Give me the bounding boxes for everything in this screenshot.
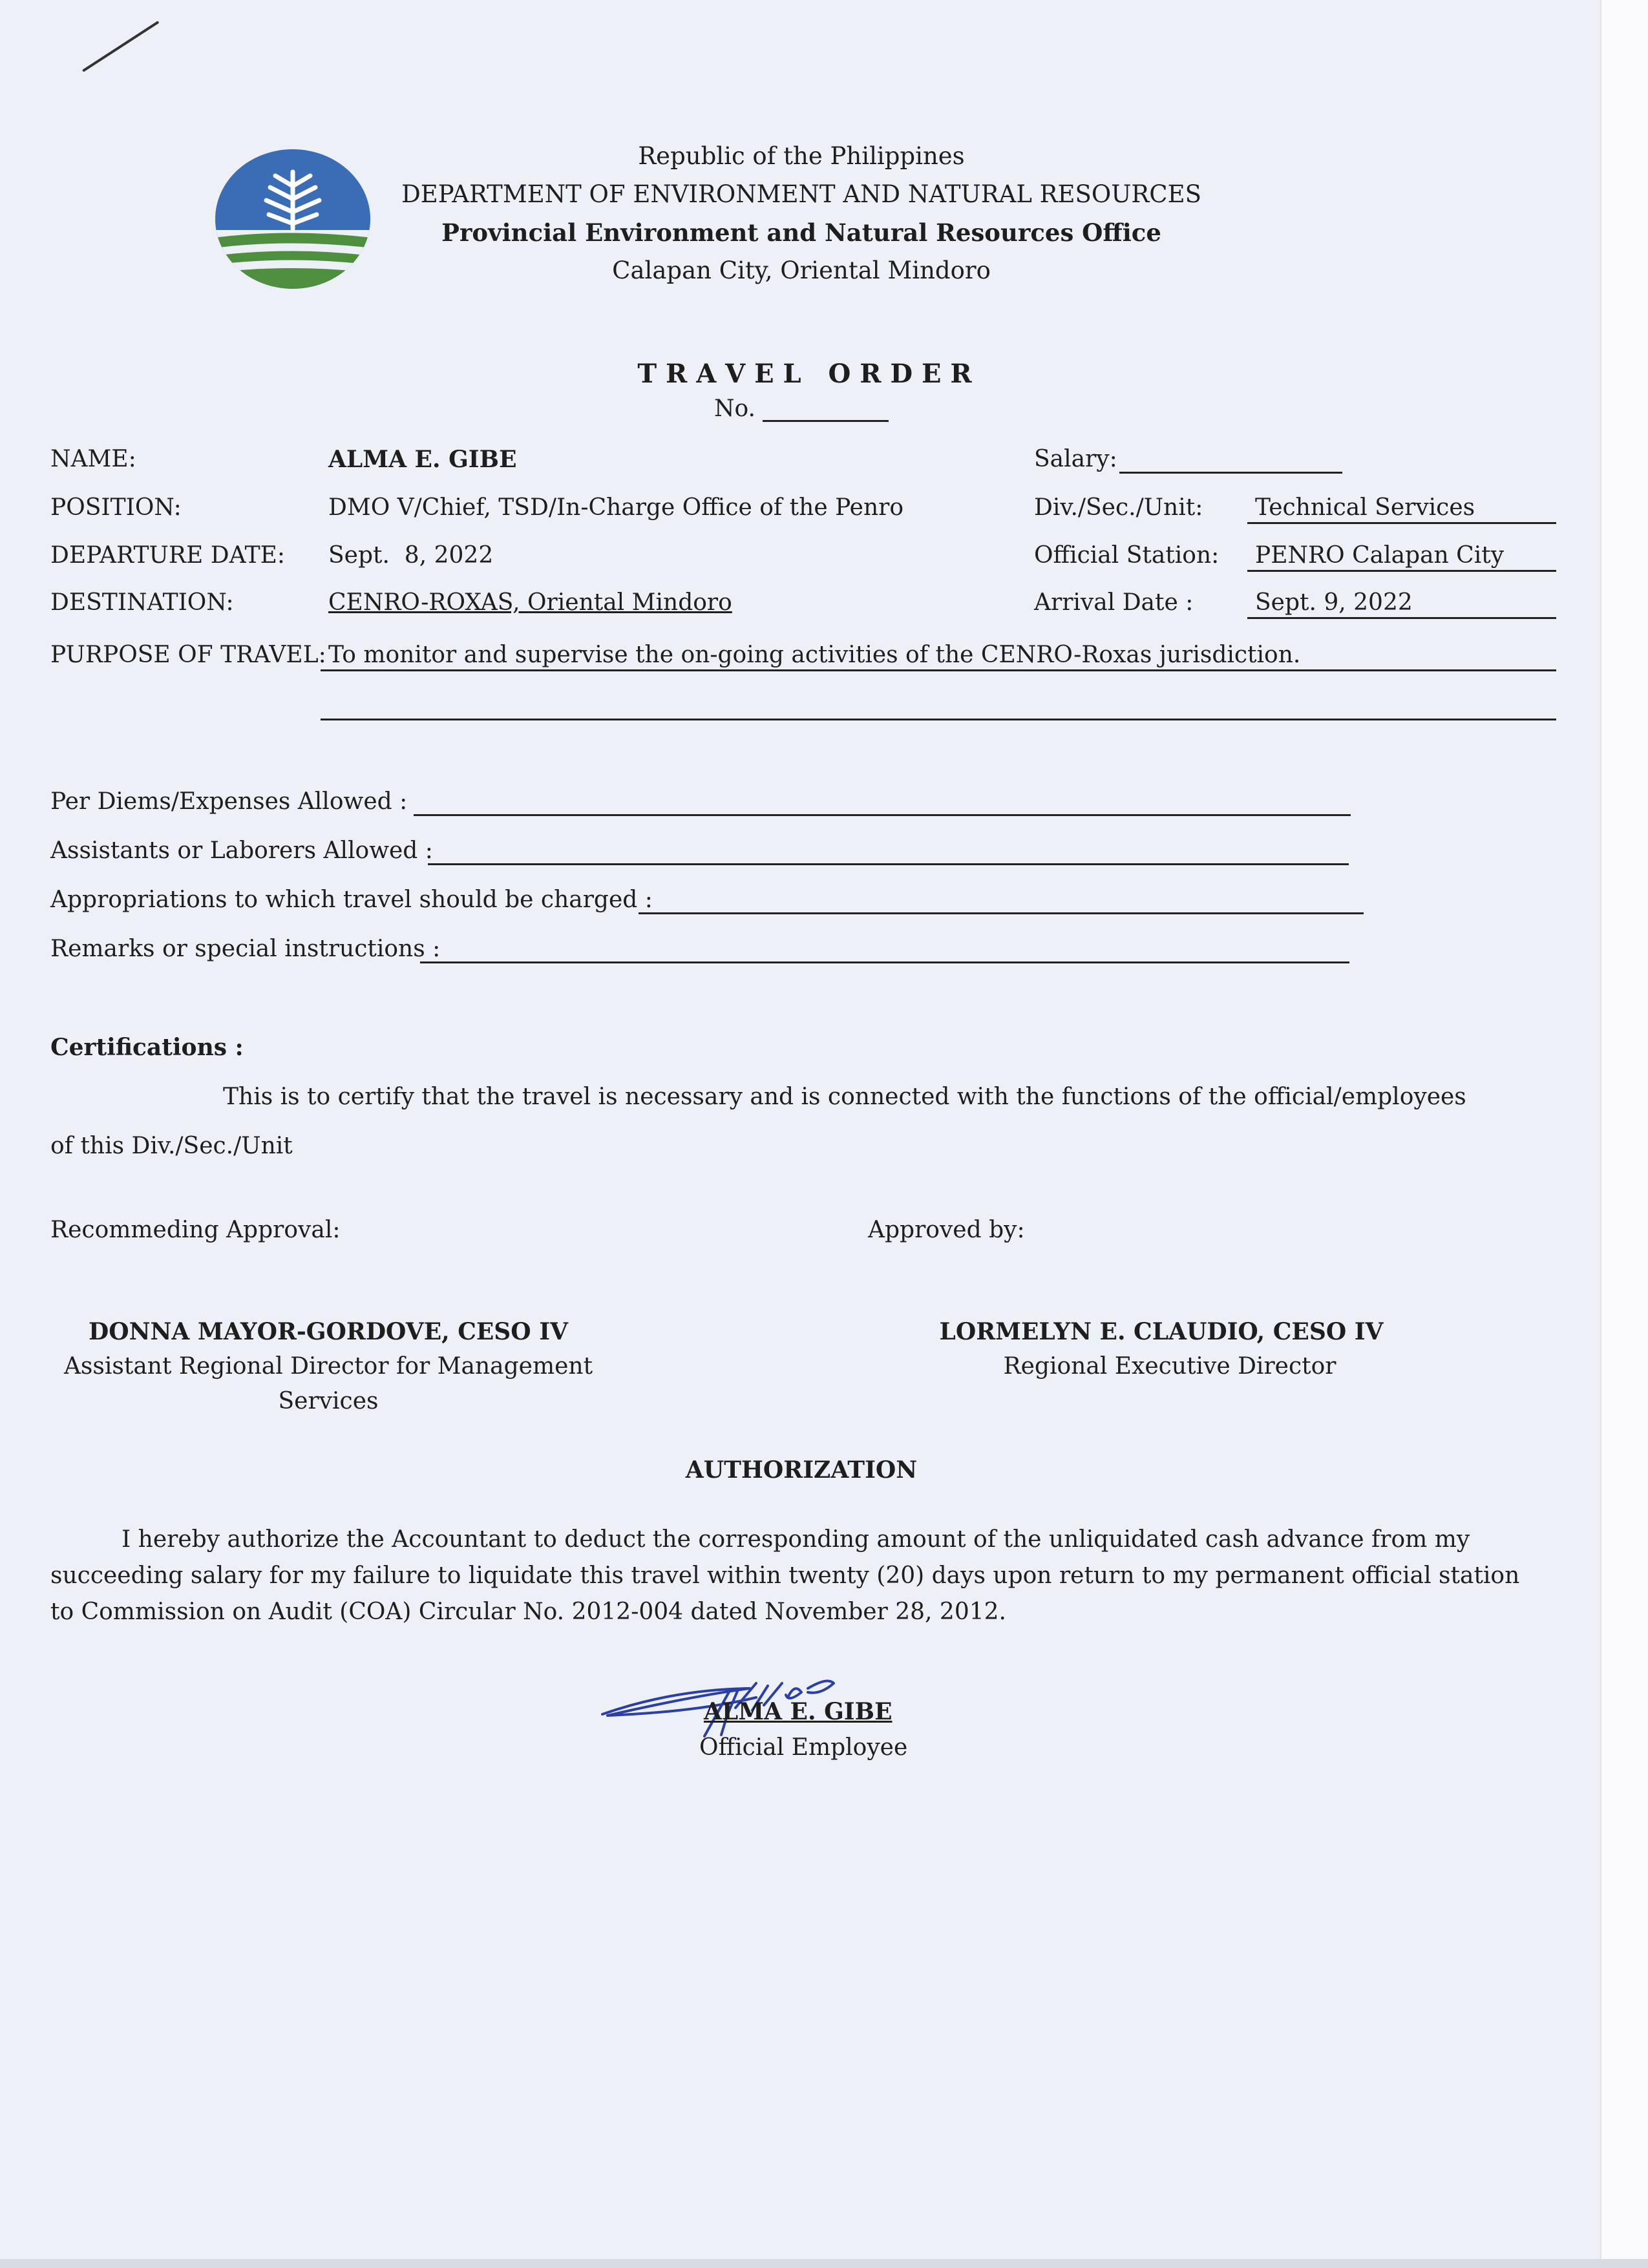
approving-official-name: LORMELYN E. CLAUDIO, CESO IV — [939, 1318, 1384, 1345]
certification-text-line2: of this Div./Sec./Unit — [50, 1133, 293, 1159]
recommending-official-title2: Services — [278, 1388, 379, 1414]
authorization-text-line2: succeeding salary for my failure to liquidate this travel within twenty (20) days upon return to my permanent official station — [50, 1562, 1520, 1589]
assistants-blank[interactable] — [428, 863, 1349, 865]
assistants-label: Assistants or Laborers Allowed : — [50, 837, 433, 864]
denr-logo — [213, 147, 372, 291]
salary-blank[interactable] — [1119, 472, 1342, 474]
purpose-line-1 — [321, 669, 1556, 671]
station-line — [1247, 570, 1556, 572]
remarks-blank[interactable] — [420, 961, 1349, 963]
header-location: Calapan City, Oriental Mindoro — [612, 257, 991, 284]
arrival-date-label: Arrival Date : — [1034, 589, 1194, 616]
header-republic: Republic of the Philippines — [638, 142, 965, 170]
unit-line — [1247, 522, 1556, 524]
certification-text-line1: This is to certify that the travel is necessary and is connected with the functions of the official/employees — [223, 1084, 1466, 1110]
signatory-title: Official Employee — [699, 1734, 908, 1761]
authorization-text-line3: to Commission on Audit (COA) Circular No. 2012-004 dated November 28, 2012. — [50, 1599, 1006, 1625]
remarks-label: Remarks or special instructions : — [50, 936, 441, 962]
official-station-label: Official Station: — [1034, 542, 1220, 569]
header-office: Provincial Environment and Natural Resources Office — [441, 218, 1161, 247]
certifications-heading: Certifications : — [50, 1034, 244, 1061]
appropriations-blank[interactable] — [639, 912, 1364, 914]
approved-by-label: Approved by: — [868, 1217, 1025, 1243]
official-station-value: PENRO Calapan City — [1255, 542, 1505, 569]
recommending-official-title1: Assistant Regional Director for Management — [63, 1353, 593, 1380]
recommending-approval-label: Recommeding Approval: — [50, 1217, 341, 1243]
number-label: No. — [714, 395, 755, 422]
arrival-line — [1247, 617, 1556, 619]
purpose-label: PURPOSE OF TRAVEL: — [50, 642, 326, 668]
name-label: NAME: — [50, 446, 136, 472]
page-bottom-edge — [0, 2259, 1648, 2268]
departure-date-label: DEPARTURE DATE: — [50, 542, 286, 569]
position-value: DMO V/Chief, TSD/In-Charge Office of the Penro — [328, 494, 904, 521]
salary-label: Salary: — [1034, 446, 1117, 472]
signatory-name: ALMA E. GIBE — [704, 1698, 893, 1725]
recommending-official-name: DONNA MAYOR-GORDOVE, CESO IV — [89, 1318, 568, 1345]
position-label: POSITION: — [50, 494, 182, 521]
per-diems-blank[interactable] — [414, 814, 1351, 816]
number-blank[interactable] — [763, 420, 889, 422]
departure-date-value: Sept. 8, 2022 — [328, 542, 494, 569]
purpose-line-2 — [321, 719, 1556, 720]
authorization-text-line1: I hereby authorize the Accountant to deduct the corresponding amount of the unliquidated cash advance from my — [121, 1526, 1470, 1553]
purpose-value: To monitor and supervise the on-going activities of the CENRO-Roxas jurisdiction. — [328, 642, 1301, 668]
document-title: T R A V E L O R D E R — [637, 359, 972, 389]
header-department: DEPARTMENT OF ENVIRONMENT AND NATURAL RESOURCES — [401, 180, 1201, 208]
pen-mark — [82, 21, 160, 72]
approving-official-title: Regional Executive Director — [1003, 1353, 1336, 1380]
page-edge — [1600, 0, 1648, 2268]
destination-label: DESTINATION: — [50, 589, 234, 616]
appropriations-label: Appropriations to which travel should be charged : — [50, 887, 653, 913]
authorization-heading: AUTHORIZATION — [685, 1456, 918, 1484]
name-value: ALMA E. GIBE — [328, 446, 517, 473]
unit-label: Div./Sec./Unit: — [1034, 494, 1203, 521]
per-diems-label: Per Diems/Expenses Allowed : — [50, 788, 408, 815]
arrival-date-value: Sept. 9, 2022 — [1255, 589, 1413, 616]
unit-value: Technical Services — [1255, 494, 1475, 521]
destination-value: CENRO-ROXAS, Oriental Mindoro — [328, 589, 732, 616]
